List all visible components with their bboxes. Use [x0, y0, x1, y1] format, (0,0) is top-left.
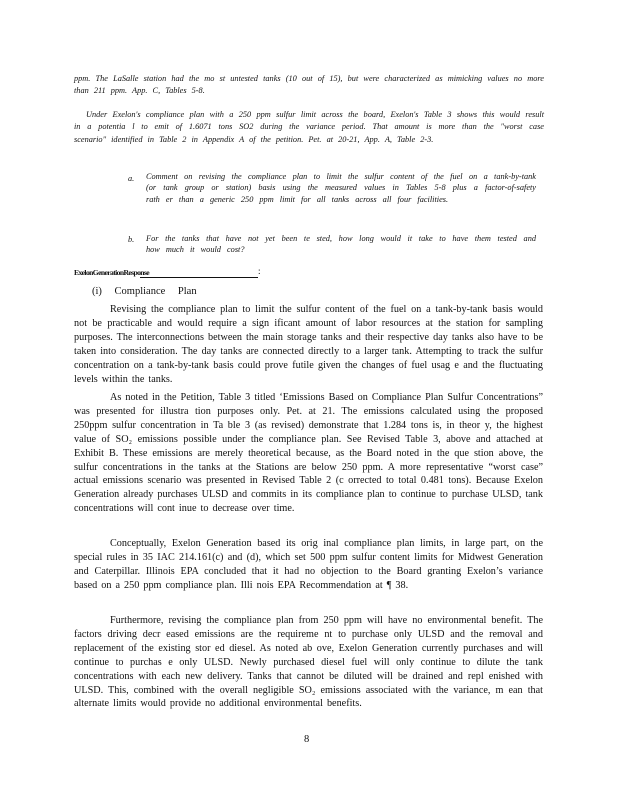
body-paragraph-4: Furthermore, revising the compliance plan from 250 ppm will have no environmental benefit. The factors driving decr eased emissions are the requireme nt to purchase only ULSD and the removal and replacement of the existing stor ed diesel. As noted ab ove, Exelon Generation currently purchases and will continue to purchas e only ULSD. Newly purchased diesel fuel will only continue to dilute the tank concentrations with each new delivery. Tanks that cannot be diluted will be drained and repl enished with ULSD. This, combined with the overall negligible SO₂ emissions associated with the variance, m ean that alternate limits would provide no additional environmental benefits. — [74, 615, 543, 710]
body-paragraph-1: Revising the compliance plan to limit the sulfur content of the fuel on a tank-by-tank basis would not be practicable and would require a sign ificant amount of labor resources at the station for sampling purposes. The interconnections between the main storage tanks and their respective day tanks also have to be taken into consideration. The day tanks are connected directly to a larger tank. Attempting to track the sulfur concentration on a tank-by-tank basis could prove futile given the changes of fuel usag e and the fluctuating levels within the tanks. — [74, 304, 543, 385]
paragraph-exelon-table3: Under Exelon's compliance plan with a 250 ppm sulfur limit across the board, Exelon's Table 3 shows this would result in a potentia l to emit of 1.6071 tons SO2 during the variance period. That amount is more than the "worst case scenario" identified in Table 2 in Appendix A of the petition. Pet. at 20-21, App. A, Table 2-3. — [74, 110, 544, 144]
response-heading: ExelonGenerationResponse — [74, 268, 150, 277]
body-paragraph-2: As noted in the Petition, Table 3 titled ‘Emissions Based on Compliance Plan Sulfur Concentrations” was presented for illustra tion purposes only. Pet. at 21. The emissions calculated using the proposed 250ppm sulfur concentration in Ta ble 3 (as revised) demonstrate that 1.284 tons is, in theor y, the highest value of SO₂ emissions possible under the compliance plan. See Revised Table 3, above and attached at Exhibit B. These emissions are merely theoretical because, as the Board noted in the que stion above, the sulfur concentrations in the tanks at the Stations are below 250 ppm. A more representative “worst case” actual emissions scenario was presented in Revised Table 2 (c orrected to total 0.481 tons). Because Exelon Generation already purchases ULSD and commits in its compliance plan to continue to purchase ULSD, tank concentrations will cont inue to decrease over time. — [74, 392, 543, 515]
item-b-text: For the tanks that have not yet been te sted, how long would it take to have them tested and how much it would cost? — [146, 234, 536, 255]
response-colon: : — [258, 266, 261, 276]
section-heading: (i) Compliance Plan — [92, 286, 197, 297]
body-paragraph-3: Conceptually, Exelon Generation based its orig inal compliance plan limits, in large part, on the special rules in 35 IAC 214.161(c) and (d), which set 500 ppm sulfur content limits for Midwest Generation and Caterpillar. Illinois EPA concluded that it had no objection to the Board granting Exelon’s variance based on a 250 ppm compliance plan. Illi nois EPA Recommendation at ¶ 38. — [74, 538, 543, 591]
page-number: 8 — [304, 734, 310, 745]
top-paragraph: ppm. The LaSalle station had the mo st untested tanks (10 out of 15), but were characterized as mimicking values no more than 211 ppm. App. C, Tables 5-8. — [74, 74, 544, 95]
item-a-label: a. — [128, 174, 135, 183]
item-b-label: b. — [128, 235, 135, 244]
item-a-text: Comment on revising the compliance plan to limit the sulfur content of the fuel on a tank-by-tank (or tank group or station) basis using the measured values in Tables 5-8 plus a factor-of-safety rath er than a generic 250 ppm limit for all tanks across all four facilities. — [146, 172, 536, 204]
response-underline — [140, 277, 258, 278]
